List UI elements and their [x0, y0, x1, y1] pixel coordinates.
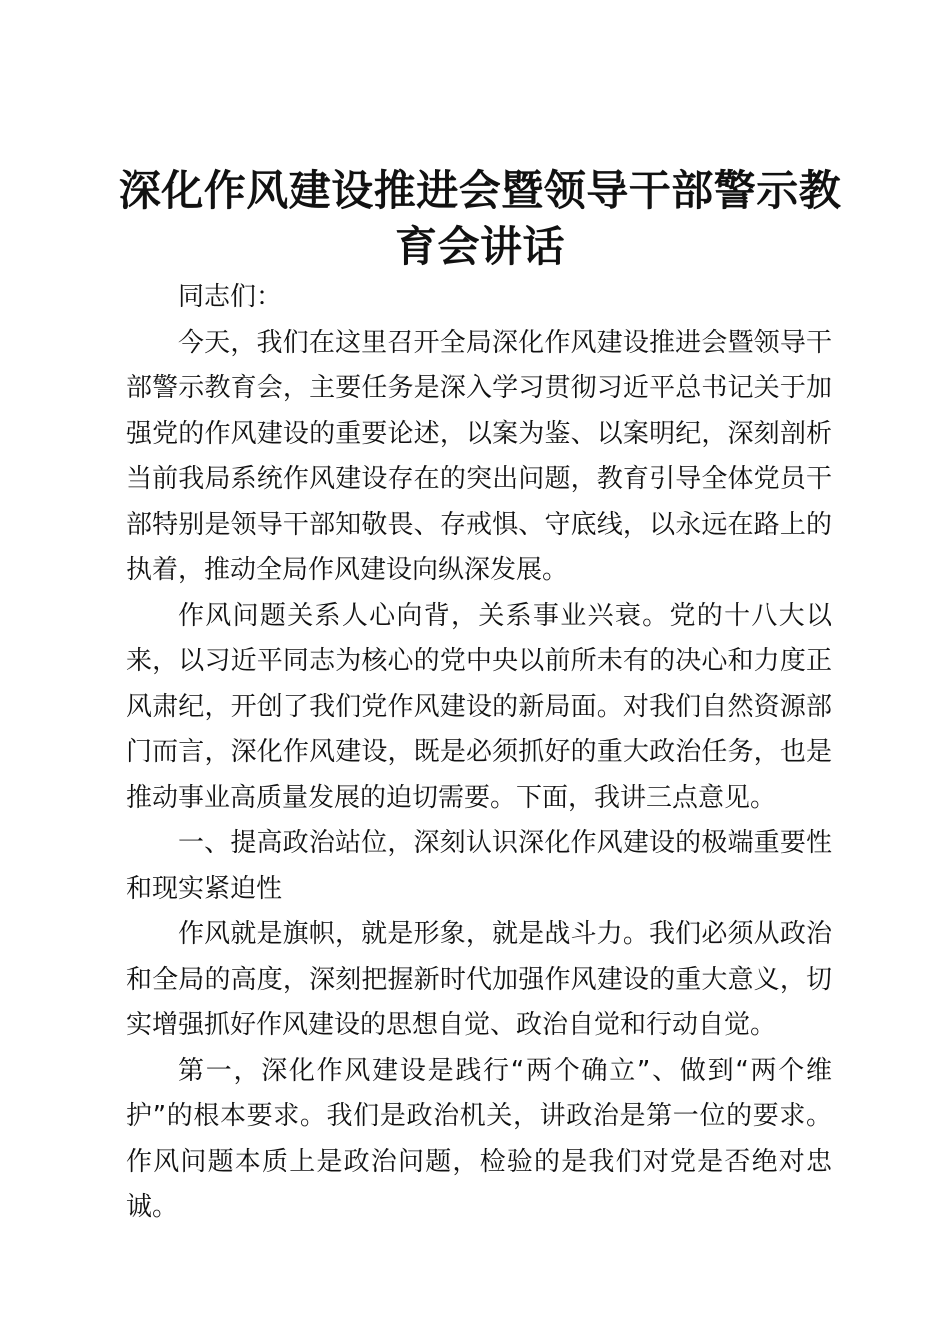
- salutation: 同志们：: [178, 282, 283, 312]
- section-heading-1: 一、提高政治站位，深刻认识深化作风建设的极端重要性和现实紧迫性: [126, 828, 832, 904]
- body-paragraph-point-1: 第一，深化作风建设是践行“两个确立”、做到“两个维护”的根本要求。我们是政治机关，讲政治是第一位的要求。作风问题本质上是政治问题，检验的是我们对党是否绝对忠诚。: [126, 1055, 832, 1222]
- body-paragraph-background: 作风问题关系人心向背，关系事业兴衰。党的十八大以来，以习近平同志为核心的党中央以前所未有的决心和力度正风肃纪，开创了我们党作风建设的新局面。对我们自然资源部门而言，深化作风建设，既是必须抓好的重大政治任务，也是推动事业高质量发展的迫切需要。下面，我讲三点意见。: [126, 600, 832, 813]
- document-body: [126, 275, 832, 1231]
- document-title: 深化作风建设推进会暨领导干部警示教育会讲话: [118, 166, 842, 271]
- body-paragraph-intro: 今天，我们在这里召开全局深化作风建设推进会暨领导干部警示教育会，主要任务是深入学习贯彻习近平总书记关于加强党的作风建设的重要论述，以案为鉴、以案明纪，深刻剖析当前我局系统作风建设存在的突出问题，教育引导全体党员干部特别是领导干部知敬畏、存戒惧、守底线，以永远在路上的执着，推动全局作风建设向纵深发展。: [126, 327, 832, 585]
- body-paragraph-section-1-intro: 作风就是旗帜，就是形象，就是战斗力。我们必须从政治和全局的高度，深刻把握新时代加强作风建设的重大意义，切实增强抓好作风建设的思想自觉、政治自觉和行动自觉。: [126, 919, 832, 1040]
